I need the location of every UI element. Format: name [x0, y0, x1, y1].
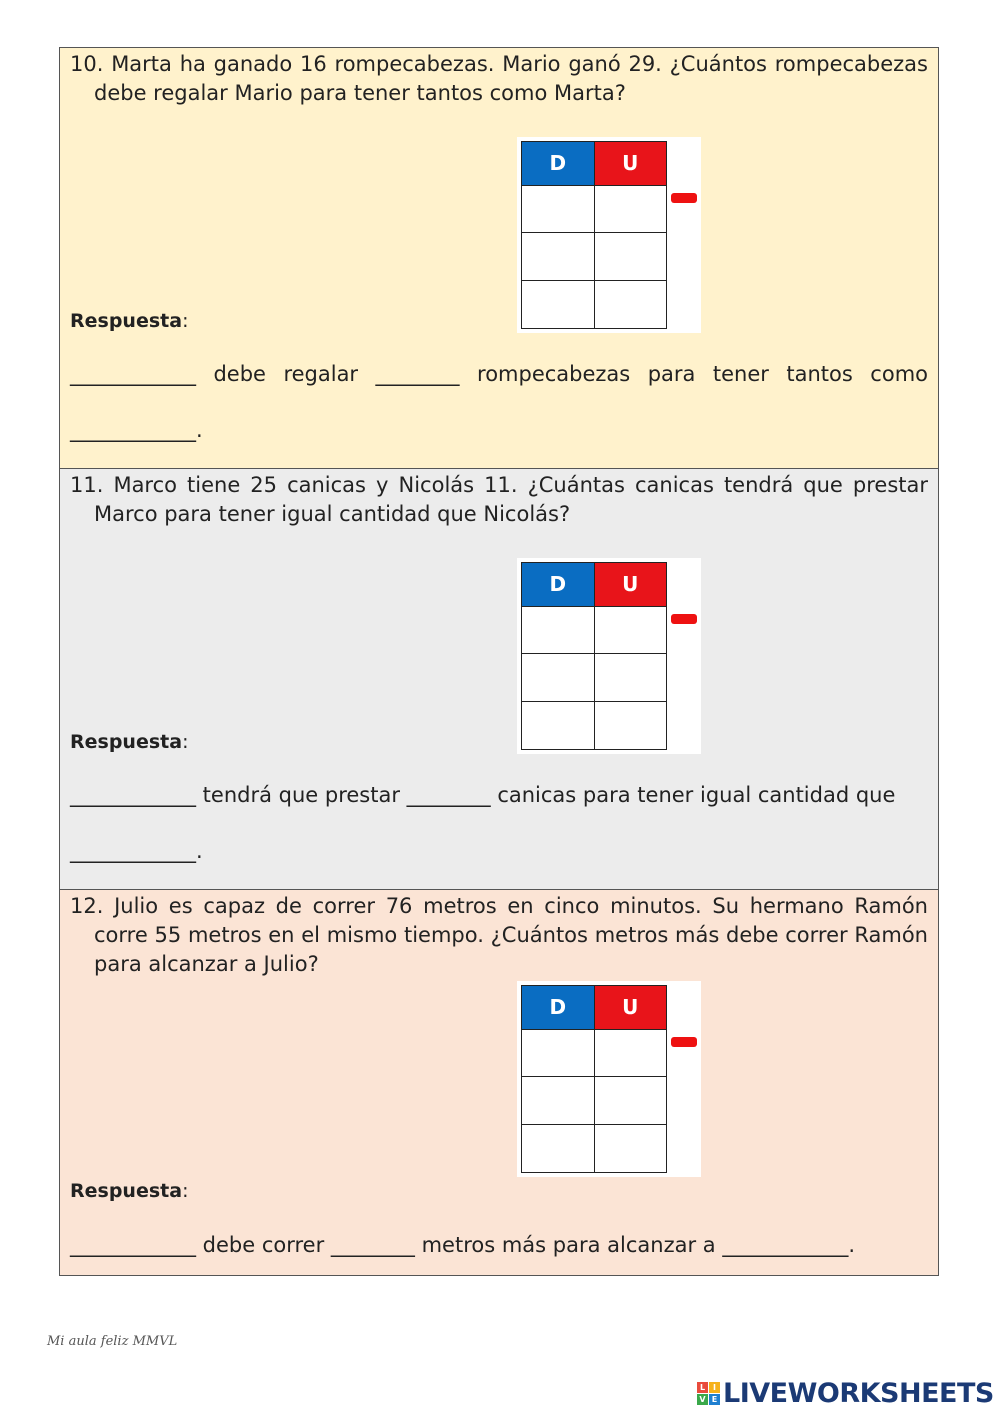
question-text: 11. Marco tiene 25 canicas y Nicolás 11. ¿Cuántas canicas tendrá que prestar Marco para tener igual cantidad que Nicolás?	[70, 473, 928, 526]
cell-d-3[interactable]	[522, 702, 595, 750]
answer-line-2[interactable]: ____________.	[70, 839, 203, 863]
cell-u-1[interactable]	[594, 185, 667, 233]
cell-d-2[interactable]	[522, 1077, 595, 1125]
column-u-header: U	[594, 986, 667, 1030]
cell-u-1[interactable]	[594, 606, 667, 654]
cell-d-3[interactable]	[522, 1125, 595, 1173]
respuesta-heading: Respuesta:	[70, 310, 189, 332]
answer-line-1: ____________ debe regalar ________ rompecabezas para tener tantos como	[70, 362, 928, 386]
du-table	[517, 137, 701, 333]
cell-u-1[interactable]	[594, 1029, 667, 1077]
cell-u-2[interactable]	[594, 654, 667, 702]
cell-u-3[interactable]	[594, 281, 667, 329]
footer-credit: Mi aula feliz MMVL	[47, 1334, 178, 1349]
liveworksheets-brand[interactable]	[697, 1376, 994, 1410]
answer-blank[interactable]: ________	[375, 362, 460, 386]
column-u-header: U	[594, 563, 667, 607]
respuesta-heading: Respuesta:	[70, 1180, 189, 1202]
answer-blank[interactable]: ____________	[70, 362, 196, 386]
column-d-header: D	[522, 563, 595, 607]
cell-d-1[interactable]	[522, 606, 595, 654]
liveworksheets-logo-icon: L I V E	[697, 1382, 720, 1405]
cell-d-1[interactable]	[522, 1029, 595, 1077]
du-grid	[521, 141, 667, 329]
respuesta-heading: Respuesta:	[70, 731, 189, 753]
minus-sign-icon	[671, 1037, 697, 1047]
du-grid	[521, 562, 667, 750]
cell-d-1[interactable]	[522, 185, 595, 233]
cell-d-2[interactable]	[522, 654, 595, 702]
cell-d-3[interactable]	[522, 281, 595, 329]
problem-10	[59, 47, 939, 469]
minus-sign-icon	[671, 614, 697, 624]
liveworksheets-wordmark: LIVEWORKSHEETS	[723, 1377, 994, 1409]
du-grid	[521, 985, 667, 1173]
answer-line-1[interactable]: ____________ debe correr ________ metros más para alcanzar a ____________.	[70, 1233, 855, 1257]
column-u-header: U	[594, 142, 667, 186]
column-d-header: D	[522, 986, 595, 1030]
cell-d-2[interactable]	[522, 233, 595, 281]
cell-u-2[interactable]	[594, 233, 667, 281]
cell-u-3[interactable]	[594, 702, 667, 750]
problem-12	[59, 889, 939, 1276]
du-table	[517, 558, 701, 754]
question-text: 12. Julio es capaz de correr 76 metros en cinco minutos. Su hermano Ramón corre 55 metros en el mismo tiempo. ¿Cuántos metros más debe correr Ramón para alcanzar a Julio?	[70, 894, 928, 976]
minus-sign-icon	[671, 193, 697, 203]
column-d-header: D	[522, 142, 595, 186]
cell-u-2[interactable]	[594, 1077, 667, 1125]
answer-line-2[interactable]: ____________.	[70, 418, 203, 442]
problem-11	[59, 468, 939, 890]
answer-line-1[interactable]: ____________ tendrá que prestar ________ canicas para tener igual cantidad que	[70, 783, 896, 807]
du-table	[517, 981, 701, 1177]
question-text: 10. Marta ha ganado 16 rompecabezas. Mario ganó 29. ¿Cuántos rompecabezas debe regalar Mario para tener tantos como Marta?	[70, 52, 928, 105]
cell-u-3[interactable]	[594, 1125, 667, 1173]
